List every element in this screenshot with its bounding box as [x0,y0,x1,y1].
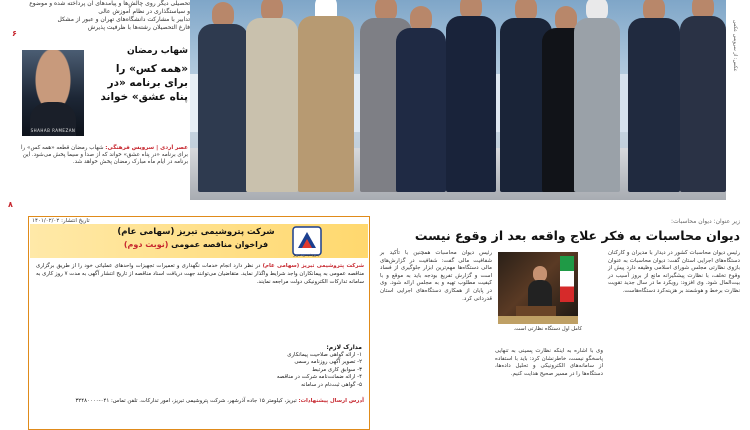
news-line: تدابیر با مشارکت دانشگاه‌های تهران و عبور از مشکل [57,16,190,23]
photo-side-caption: عکس: از سرویس عکس [732,20,738,72]
tender-body [36,262,364,286]
article-title: دیوان محاسبات به فکر علاج واقعه بعد از وقوع نیست [414,228,740,243]
tender-publish-date: تاریخ انتشار: ۱۴۰۱/۰۲/۰۲ [32,218,90,224]
tender-call-text: فراخوان مناقصه عمومی [171,240,269,249]
logo-text: پتروشیمی تبریز [293,252,319,257]
list-item: ۲- تصویر آگهی روزنامه رسمی [294,359,362,366]
singer-photo-caption: SHAHAB RAMEZAN [30,128,76,133]
news-line: فارغ التحصیلان رشته‌ها با ظرفیت پذیرش [87,24,190,31]
singer-body-text: شهاب رمضان قطعه «همه کس» را برای برنامه «در پناه عشق» خواند که از صدا و سیما پخش می‌شود. این برنامه در ایام ماه مبارک رمضان پخش خواهد شد. [20,145,188,166]
page-number: ۶ [12,29,17,38]
singer-photo [22,50,84,136]
article-column-2: وی با اشاره به اینکه نظارت پسینی به تنهایی پاسخگو نیست، خاطرنشان کرد: باید با استفاده از سامانه‌های الکترونیکی و تحلیل داده‌ها، دستگاه‌ها را در مسیر صحیح هدایت کنیم. [495,348,603,377]
tender-docs-title: مدارک لازم: [326,344,362,351]
singer-body-lead: عصر اردی | سرویس فرهنگی: [105,145,188,151]
tender-call-title [108,240,284,249]
news-line: تحصیلی دیگر روی چالش‌ها و پیامدهای آن پرداخته شده و موضوع [29,0,190,7]
page-number: ۸ [8,200,13,209]
list-item: ۳- سوابق کاری مرتبط [312,366,362,373]
list-item: ۱- ارائه گواهی صلاحیت پیمانکاری [287,352,362,358]
news-line: و سیاستگذاری در نظام آموزش عالی [98,8,190,15]
tender-body-lead: شرکت پتروشیمی تبریز (سهامی عام) [262,263,364,269]
tender-address-lead: آدرس ارسال پیشنهادات: [298,398,364,404]
singer-body [10,145,188,167]
list-item: ۵- گواهی ثبت‌نام در سامانه [301,381,362,388]
tender-company-name: شرکت پتروشیمی تبریز (سهامی عام) [117,227,275,237]
tender-body-text: در نظر دارد انجام خدمات نگهداری و تعمیرات تجهیزات واحدهای عملیاتی خود را از طریق برگزاری مناقصه عمومی به پیمانکاران واجد شرایط واگذار نماید. متقاضیان می‌توانند جهت دریافت اسناد مناقصه از تاریخ انتشار آگهی به مدت ۷ روز کاری به سامانه تدارکات الکترونیکی دولت مراجعه نمایند. [36,263,364,285]
tender-address-text: تبریز، کیلومتر ۱۵ جاده آذرشهر، شرکت پتروشیمی تبریز، امور تدارکات. تلفن تماس: ۰۴۱-۳۲۴۸۰۰۰۰ [75,398,299,404]
tender-address [36,398,364,406]
speaker-photo [498,252,578,324]
article-column-3: رئیس دیوان محاسبات همچنین با تأکید بر شفافیت مالی گفت: شفافیت در گزارش‌های مالی دستگاه‌ها مهم‌ترین ابزار جلوگیری از فساد است و گزارش تفریغ بودجه باید به موقع و با کیفیت مطلوب تهیه و به مجلس ارائه شود. وی در پایان از همکاری دستگاه‌های اجرایی استان قدردانی کرد. [380,250,492,302]
tender-call-round: (نوبت دوم) [123,240,169,249]
speaker-photo-caption: کامل اول دستگاه نظارتی است. [513,326,582,332]
list-item: ۴- ارائه ضمانت‌نامه شرکت در مناقصه [276,374,362,381]
singer-name-title: شهاب رمضان [126,46,188,56]
ceremony-photo [190,0,726,200]
article-kicker: زیر عنوان: دیوان محاسبات: [671,218,740,225]
singer-headline: «همه کس» را برای برنامه «در پناه عشق» خواند [100,63,188,103]
tender-docs-list [200,352,362,389]
article-column-1: رئیس دیوان محاسبات کشور در دیدار با مدیران و کارکنان دستگاه‌های اجرایی استان گفت: دیوان محاسبات به عنوان بازوی نظارتی مجلس شورای اسلامی وظیفه دارد پیش از وقوع تخلف، با نظارت پیشگیرانه مانع از بروز آسیب در بیت‌المال شود. وی افزود: رویکرد ما در سال جدید تقویت نظارت برخط و هوشمند بر هزینه‌کرد دستگاه‌هاست. [608,250,740,294]
top-left-news-snippet [8,0,190,40]
